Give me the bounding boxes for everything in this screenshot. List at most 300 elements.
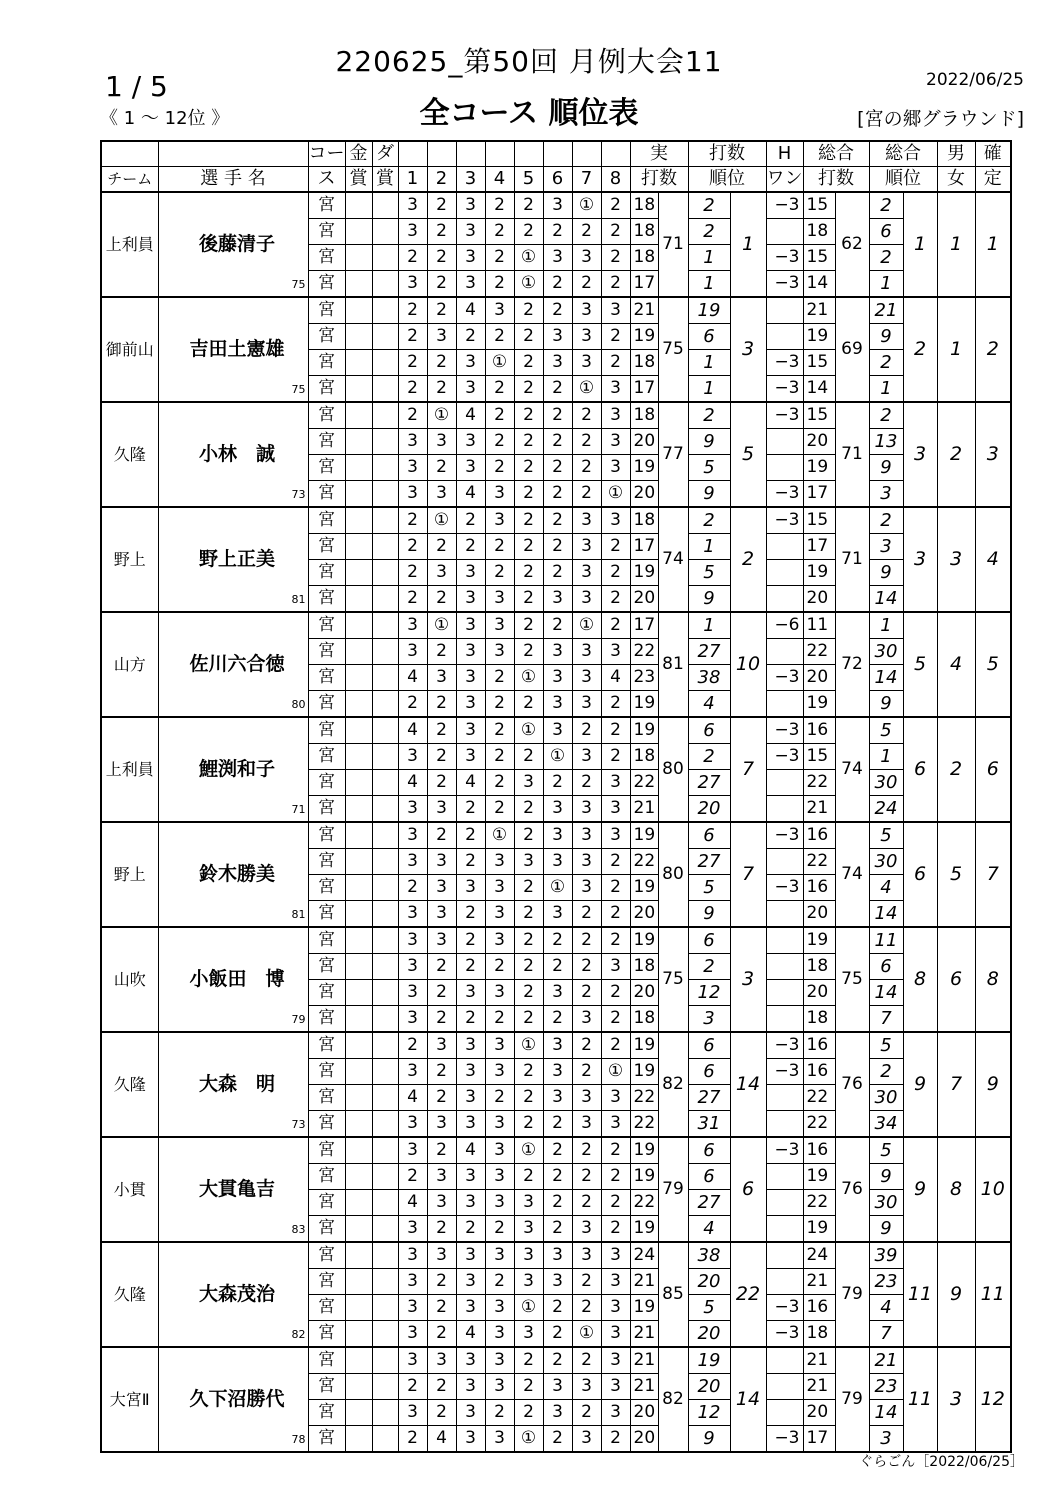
stroke-count: 3 (610, 1323, 621, 1343)
stroke-count: 3 (465, 1271, 476, 1291)
round-rank-cell: 5 (688, 875, 730, 901)
hio-bonus-cell (766, 927, 803, 954)
stroke-count: 3 (610, 300, 621, 320)
stroke-count: 2 (523, 352, 534, 372)
round-total-rank-cell: 2 (869, 1059, 903, 1085)
hole-5-score (514, 376, 543, 403)
hole-5-score (514, 1137, 543, 1164)
col-strokerank-top: 打数 (688, 141, 766, 167)
hole-6-score (543, 639, 572, 665)
gold-award-cell (345, 402, 372, 429)
gold-award-cell (345, 1006, 372, 1033)
hole-7-score (572, 1111, 601, 1138)
col-hole-top (601, 141, 630, 167)
hole-1-score (398, 402, 427, 429)
stroke-count: 3 (610, 431, 621, 451)
round-total-cell: 15 (803, 350, 835, 376)
hole-2-score (427, 429, 456, 455)
hio-bonus-cell: −3 (766, 376, 803, 403)
stroke-count: 2 (494, 457, 505, 477)
hole-5-score (514, 1059, 543, 1085)
stroke-count: 2 (581, 1402, 592, 1422)
round-total-rank-cell: 9 (869, 1216, 903, 1243)
stroke-count: 3 (494, 483, 505, 503)
stroke-count: 3 (523, 772, 534, 792)
hio-bonus-cell (766, 1374, 803, 1400)
stroke-count: 2 (581, 431, 592, 451)
stroke-count: 3 (407, 431, 418, 451)
hole-1-score (398, 481, 427, 508)
stroke-count: 3 (465, 1087, 476, 1107)
hole-5-score (514, 639, 543, 665)
hole-5-score (514, 402, 543, 429)
player-name-cell (158, 192, 308, 297)
player-age: 79 (291, 1013, 306, 1026)
dash-award-cell (372, 429, 398, 455)
stroke-count: 3 (552, 588, 563, 608)
hole-2-score (427, 1295, 456, 1321)
stroke-count: 3 (581, 1376, 592, 1396)
hole-7-score (572, 1426, 601, 1453)
hole-6-score (543, 1347, 572, 1374)
stroke-count: 3 (407, 1297, 418, 1317)
stroke-count: 3 (494, 641, 505, 661)
actual-strokes-cell: 81 (658, 612, 688, 717)
stroke-count: 4 (436, 1428, 447, 1448)
stroke-count: 3 (465, 588, 476, 608)
hole-2-score (427, 980, 456, 1006)
hole-5-score (514, 455, 543, 481)
course-cell: 宮 (308, 481, 345, 508)
round-total-cell: 24 (803, 1242, 835, 1269)
round-score-cell: 19 (630, 1137, 658, 1164)
stroke-count: 3 (465, 615, 476, 635)
stroke-count: 2 (552, 1323, 563, 1343)
hole-in-one-mark: ① (433, 615, 450, 635)
stroke-count: 2 (436, 956, 447, 976)
round-total-cell: 19 (803, 1164, 835, 1190)
round-total-rank-cell: 9 (869, 324, 903, 350)
hole-3-score (456, 455, 485, 481)
stroke-count: 2 (581, 930, 592, 950)
col-hio-top: H (766, 141, 803, 167)
gold-award-cell (345, 1321, 372, 1348)
hole-6-score (543, 350, 572, 376)
stroke-count: 4 (407, 720, 418, 740)
ranking-table (100, 140, 1012, 1453)
stroke-count: 3 (407, 982, 418, 1002)
round-rank-cell: 2 (688, 507, 730, 534)
round-score-cell: 17 (630, 534, 658, 560)
hole-4-score (485, 612, 514, 639)
stroke-count: 2 (407, 1035, 418, 1055)
round-score-cell: 20 (630, 901, 658, 928)
hole-1-score (398, 796, 427, 823)
hole-2-score (427, 822, 456, 849)
hole-2-score (427, 481, 456, 508)
course-cell: 宮 (308, 639, 345, 665)
hole-4-score (485, 271, 514, 298)
hole-3-score (456, 271, 485, 298)
course-cell: 宮 (308, 744, 345, 770)
table-row (101, 297, 1011, 324)
round-total-rank-cell: 21 (869, 297, 903, 324)
hole-7-score (572, 1006, 601, 1033)
hio-bonus-cell (766, 1242, 803, 1269)
hole-7-score (572, 1400, 601, 1426)
round-total-cell: 19 (803, 927, 835, 954)
stroke-count: 4 (465, 300, 476, 320)
stroke-count: 3 (436, 798, 447, 818)
course-cell: 宮 (308, 875, 345, 901)
hole-2-score (427, 1032, 456, 1059)
stroke-count: 3 (581, 693, 592, 713)
round-total-rank-cell: 23 (869, 1374, 903, 1400)
hole-5-score (514, 1242, 543, 1269)
stroke-count: 3 (581, 667, 592, 687)
col-hio: ワン (766, 167, 803, 193)
stroke-rank-cell: 14 (730, 1347, 766, 1452)
stroke-count: 2 (494, 956, 505, 976)
player-name-cell (158, 507, 308, 612)
dash-award-cell (372, 376, 398, 403)
hole-2-score (427, 1216, 456, 1243)
stroke-count: 2 (581, 221, 592, 241)
stroke-count: 2 (610, 746, 621, 766)
player-name-cell (158, 822, 308, 927)
col-total: 打数 (803, 167, 869, 193)
round-total-rank-cell: 24 (869, 796, 903, 823)
stroke-count: 2 (523, 431, 534, 451)
stroke-count: 3 (610, 772, 621, 792)
stroke-count: 3 (407, 1008, 418, 1028)
stroke-count: 3 (407, 457, 418, 477)
hole-7-score (572, 271, 601, 298)
stroke-count: 3 (407, 1271, 418, 1291)
hole-8-score (601, 1216, 630, 1243)
total-strokes-cell: 79 (835, 1242, 869, 1347)
stroke-rank-cell: 3 (730, 297, 766, 402)
hole-1-score (398, 1374, 427, 1400)
hole-8-score (601, 297, 630, 324)
col-final: 定 (975, 167, 1011, 193)
col-hole-top (427, 141, 456, 167)
stroke-count: 2 (581, 772, 592, 792)
stroke-count: 3 (465, 273, 476, 293)
total-rank-cell: 5 (903, 612, 937, 717)
course-cell: 宮 (308, 1242, 345, 1269)
hio-bonus-cell (766, 429, 803, 455)
stroke-count: 3 (407, 903, 418, 923)
player-age: 83 (291, 1223, 306, 1236)
hole-5-score (514, 744, 543, 770)
player-name: 野上正美 (198, 548, 275, 570)
dash-award-cell (372, 1111, 398, 1138)
stroke-count: 2 (552, 1166, 563, 1186)
hole-8-score (601, 271, 630, 298)
stroke-count: 2 (523, 956, 534, 976)
dash-award-cell (372, 271, 398, 298)
col-hole-top (514, 141, 543, 167)
hole-in-one-mark: ① (549, 746, 566, 766)
hole-1-score (398, 455, 427, 481)
final-rank-cell: 2 (975, 297, 1011, 402)
stroke-count: 2 (552, 772, 563, 792)
final-rank-cell: 7 (975, 822, 1011, 927)
hole-4-score (485, 1295, 514, 1321)
round-score-cell: 19 (630, 560, 658, 586)
stroke-count: 2 (610, 1166, 621, 1186)
player-name: 後藤清子 (198, 233, 275, 255)
round-rank-cell: 5 (688, 1295, 730, 1321)
hio-bonus-cell (766, 1347, 803, 1374)
hole-7-score (572, 350, 601, 376)
hole-8-score (601, 1269, 630, 1295)
hio-bonus-cell (766, 219, 803, 245)
stroke-count: 3 (407, 1350, 418, 1370)
gold-award-cell (345, 770, 372, 796)
dash-award-cell (372, 192, 398, 219)
hole-8-score (601, 770, 630, 796)
hole-1-score (398, 271, 427, 298)
course-cell: 宮 (308, 1111, 345, 1138)
round-score-cell: 22 (630, 849, 658, 875)
stroke-count: 2 (494, 1271, 505, 1291)
stroke-count: 2 (436, 352, 447, 372)
stroke-count: 2 (523, 877, 534, 897)
stroke-count: 2 (552, 378, 563, 398)
hio-bonus-cell: −3 (766, 1426, 803, 1453)
gold-award-cell (345, 1426, 372, 1453)
course-cell: 宮 (308, 1137, 345, 1164)
stroke-count: 3 (610, 1271, 621, 1291)
round-total-cell: 17 (803, 1426, 835, 1453)
hole-7-score (572, 717, 601, 744)
total-strokes-cell: 72 (835, 612, 869, 717)
hole-in-one-mark: ① (578, 195, 595, 215)
stroke-count: 2 (523, 1350, 534, 1370)
gold-award-cell (345, 1137, 372, 1164)
round-total-cell: 22 (803, 639, 835, 665)
hole-7-score (572, 1295, 601, 1321)
stroke-count: 2 (436, 588, 447, 608)
round-score-cell: 19 (630, 1216, 658, 1243)
hole-5-score (514, 1347, 543, 1374)
hole-5-score (514, 1426, 543, 1453)
hole-5-score (514, 271, 543, 298)
hole-2-score (427, 1347, 456, 1374)
round-total-rank-cell: 30 (869, 1190, 903, 1216)
hole-4-score (485, 1085, 514, 1111)
round-total-cell: 19 (803, 691, 835, 718)
hio-bonus-cell (766, 324, 803, 350)
hole-6-score (543, 429, 572, 455)
hole-4-score (485, 927, 514, 954)
stroke-count: 3 (436, 1166, 447, 1186)
gold-award-cell (345, 219, 372, 245)
stroke-count: 3 (523, 1218, 534, 1238)
round-score-cell: 19 (630, 324, 658, 350)
hole-in-one-mark: ① (520, 273, 537, 293)
hole-6-score (543, 1006, 572, 1033)
stroke-count: 2 (465, 825, 476, 845)
gold-award-cell (345, 980, 372, 1006)
player-name-cell (158, 1242, 308, 1347)
round-score-cell: 19 (630, 875, 658, 901)
stroke-rank-cell: 7 (730, 822, 766, 927)
stroke-count: 2 (407, 877, 418, 897)
round-total-rank-cell: 7 (869, 1006, 903, 1033)
total-rank-cell: 6 (903, 822, 937, 927)
hole-in-one-mark: ① (491, 825, 508, 845)
stroke-count: 2 (436, 536, 447, 556)
gold-award-cell (345, 717, 372, 744)
stroke-count: 3 (581, 562, 592, 582)
hio-bonus-cell: −6 (766, 612, 803, 639)
dash-award-cell (372, 402, 398, 429)
stroke-count: 2 (610, 536, 621, 556)
round-rank-cell: 31 (688, 1111, 730, 1138)
stroke-count: 4 (465, 483, 476, 503)
stroke-count: 2 (552, 510, 563, 530)
round-rank-cell: 9 (688, 901, 730, 928)
dash-award-cell (372, 980, 398, 1006)
round-total-cell: 20 (803, 429, 835, 455)
hole-2-score (427, 1190, 456, 1216)
hole-8-score (601, 1190, 630, 1216)
hole-8-score (601, 849, 630, 875)
stroke-count: 3 (610, 825, 621, 845)
hole-2-score (427, 1006, 456, 1033)
hole-5-score (514, 954, 543, 980)
stroke-count: 2 (465, 930, 476, 950)
dash-award-cell (372, 297, 398, 324)
stroke-count: 3 (552, 798, 563, 818)
dash-award-cell (372, 481, 398, 508)
stroke-count: 3 (581, 1218, 592, 1238)
round-total-rank-cell: 34 (869, 1111, 903, 1138)
hole-3-score (456, 534, 485, 560)
hole-4-score (485, 1137, 514, 1164)
stroke-count: 2 (552, 300, 563, 320)
round-total-rank-cell: 2 (869, 192, 903, 219)
hole-2-score (427, 271, 456, 298)
gold-award-cell (345, 350, 372, 376)
stroke-count: 3 (494, 851, 505, 871)
player-name: 吉田土憲雄 (189, 338, 285, 360)
stroke-count: 2 (523, 405, 534, 425)
stroke-count: 2 (494, 746, 505, 766)
hole-6-score (543, 534, 572, 560)
stroke-count: 3 (581, 641, 592, 661)
dash-award-cell (372, 1426, 398, 1453)
round-rank-cell: 27 (688, 1190, 730, 1216)
stroke-count: 2 (494, 405, 505, 425)
hio-bonus-cell: −3 (766, 717, 803, 744)
hole-2-score (427, 455, 456, 481)
stroke-count: 3 (465, 1192, 476, 1212)
round-rank-cell: 2 (688, 219, 730, 245)
stroke-count: 2 (581, 273, 592, 293)
hole-6-score (543, 324, 572, 350)
stroke-count: 3 (552, 352, 563, 372)
hio-bonus-cell (766, 534, 803, 560)
round-total-cell: 20 (803, 586, 835, 613)
hole-2-score (427, 954, 456, 980)
hole-4-score (485, 350, 514, 376)
round-total-rank-cell: 9 (869, 455, 903, 481)
round-total-cell: 22 (803, 1111, 835, 1138)
stroke-count: 2 (465, 798, 476, 818)
stroke-count: 2 (581, 1350, 592, 1370)
round-score-cell: 18 (630, 350, 658, 376)
hole-6-score (543, 1111, 572, 1138)
hio-bonus-cell (766, 639, 803, 665)
round-total-cell: 16 (803, 1032, 835, 1059)
round-score-cell: 20 (630, 1426, 658, 1453)
course-cell: 宮 (308, 271, 345, 298)
total-strokes-cell: 69 (835, 297, 869, 402)
hole-2-score (427, 560, 456, 586)
round-score-cell: 19 (630, 717, 658, 744)
gold-award-cell (345, 691, 372, 718)
hole-8-score (601, 717, 630, 744)
hole-8-score (601, 1111, 630, 1138)
hole-3-score (456, 350, 485, 376)
round-total-cell: 22 (803, 849, 835, 875)
hole-5-score (514, 796, 543, 823)
stroke-count: 2 (610, 352, 621, 372)
round-total-cell: 21 (803, 297, 835, 324)
round-total-cell: 21 (803, 1374, 835, 1400)
round-score-cell: 22 (630, 1085, 658, 1111)
gold-award-cell (345, 1111, 372, 1138)
rank-range: 《 1 ～ 12位 》 (100, 108, 230, 129)
final-rank-cell: 5 (975, 612, 1011, 717)
hole-8-score (601, 796, 630, 823)
stroke-count: 2 (436, 1087, 447, 1107)
stroke-count: 3 (465, 1166, 476, 1186)
hole-3-score (456, 639, 485, 665)
round-total-rank-cell: 5 (869, 717, 903, 744)
stroke-count: 3 (581, 536, 592, 556)
stroke-count: 2 (465, 536, 476, 556)
hole-5-score (514, 1111, 543, 1138)
stroke-count: 2 (407, 1376, 418, 1396)
course-cell: 宮 (308, 455, 345, 481)
round-score-cell: 21 (630, 796, 658, 823)
round-total-cell: 19 (803, 560, 835, 586)
hole-in-one-mark: ① (520, 1140, 537, 1160)
gold-award-cell (345, 822, 372, 849)
team-cell: 大宮Ⅱ (101, 1347, 158, 1452)
hole-5-score (514, 717, 543, 744)
round-rank-cell: 19 (688, 1347, 730, 1374)
dash-award-cell (372, 245, 398, 271)
round-total-rank-cell: 4 (869, 1295, 903, 1321)
hio-bonus-cell (766, 901, 803, 928)
hole-4-score (485, 507, 514, 534)
hole-8-score (601, 324, 630, 350)
stroke-count: 2 (436, 221, 447, 241)
hole-1-score (398, 219, 427, 245)
stroke-count: 3 (494, 1035, 505, 1055)
round-total-rank-cell: 13 (869, 429, 903, 455)
table-row (101, 1032, 1011, 1059)
dash-award-cell (372, 1006, 398, 1033)
hole-5-score (514, 507, 543, 534)
hole-1-score (398, 1347, 427, 1374)
